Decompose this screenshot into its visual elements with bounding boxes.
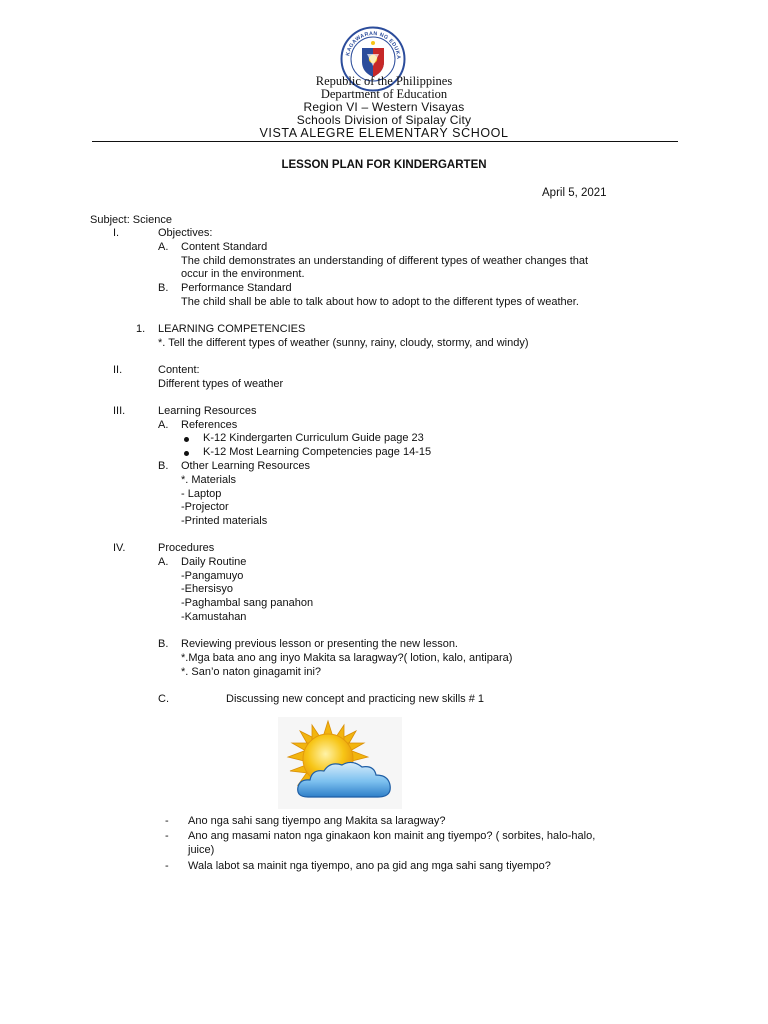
performance-standard-text: The child shall be able to talk about how to adopt to the different types of weather. <box>181 296 579 308</box>
section-heading-procedures: Procedures <box>158 542 215 554</box>
section-number: II. <box>113 364 123 376</box>
item-letter: B. <box>158 638 169 650</box>
content-standard-label: Content Standard <box>181 241 268 253</box>
item-letter: C. <box>158 693 169 705</box>
section-number: III. <box>113 405 126 417</box>
routine-item: -Kamustahan <box>181 611 247 623</box>
discussion-question: Ano ang masami naton nga ginakaon kon mainit ang tiyempo? ( sorbites, halo-halo, <box>188 830 596 842</box>
daily-routine-label: Daily Routine <box>181 556 247 568</box>
list-dash: - <box>165 815 169 827</box>
bullet-icon <box>184 437 189 442</box>
performance-standard-label: Performance Standard <box>181 282 292 294</box>
header-school-name: VISTA ALEGRE ELEMENTARY SCHOOL <box>259 126 509 140</box>
seal-text: KAGAWARAN NG EDUKA <box>345 30 402 60</box>
header-department: Department of Education <box>320 87 448 101</box>
header-division: Schools Division of Sipalay City <box>296 113 472 127</box>
learning-competencies-text: *. Tell the different types of weather (sunny, rainy, cloudy, stormy, and windy) <box>158 337 529 349</box>
references-label: References <box>181 419 238 431</box>
content-standard-text-cont: occur in the environment. <box>181 268 305 280</box>
item-letter: B. <box>158 460 169 472</box>
section-heading-objectives: Objectives: <box>158 227 213 239</box>
item-letter: A. <box>158 556 169 568</box>
item-letter: B. <box>158 282 169 294</box>
list-dash: - <box>165 860 169 872</box>
materials-item: *. Materials <box>181 474 237 486</box>
routine-item: -Ehersisyo <box>181 583 233 595</box>
header-divider <box>92 141 678 142</box>
section-number: IV. <box>113 542 126 554</box>
lesson-date: April 5, 2021 <box>542 187 607 199</box>
list-dash: - <box>165 830 169 842</box>
item-letter: A. <box>158 241 169 253</box>
discussion-question: Ano nga sahi sang tiyempo ang Makita sa laragway? <box>188 815 446 827</box>
discussing-concept-label: Discussing new concept and practicing new skills # 1 <box>226 693 485 705</box>
lesson-plan-title: LESSON PLAN FOR KINDERGARTEN <box>281 159 487 171</box>
other-resources-label: Other Learning Resources <box>181 460 311 472</box>
sun-behind-cloud-image <box>278 717 402 809</box>
section-number: I. <box>113 227 120 239</box>
discussion-question: Wala labot sa mainit nga tiyempo, ano pa gid ang mga sahi sang tiyempo? <box>188 860 551 872</box>
header-republic: Republic of the Philippines <box>315 74 453 88</box>
learning-competencies-label: LEARNING COMPETENCIES <box>158 323 306 335</box>
competency-number: 1. <box>136 323 146 335</box>
subject-line: Subject: Science <box>90 214 172 226</box>
materials-item: - Laptop <box>181 488 222 500</box>
review-question: *. San’o naton ginagamit ini? <box>181 666 322 678</box>
discussion-question-cont: juice) <box>188 844 215 856</box>
bullet-icon <box>184 451 189 456</box>
materials-item: -Projector <box>181 501 229 513</box>
header-region: Region VI – Western Visayas <box>303 100 465 114</box>
routine-item: -Paghambal sang panahon <box>181 597 314 609</box>
section-heading-learning-resources: Learning Resources <box>158 405 257 417</box>
content-standard-text: The child demonstrates an understanding of different types of weather changes that <box>181 255 589 267</box>
content-text: Different types of weather <box>158 378 284 390</box>
reviewing-lesson-label: Reviewing previous lesson or presenting the new lesson. <box>181 638 458 650</box>
section-heading-content: Content: <box>158 364 200 376</box>
review-question: *.Mga bata ano ang inyo Makita sa laragway?( lotion, kalo, antipara) <box>181 652 513 664</box>
routine-item: -Pangamuyo <box>181 570 244 582</box>
item-letter: A. <box>158 419 169 431</box>
reference-item: K-12 Kindergarten Curriculum Guide page 23 <box>203 432 424 444</box>
materials-item: -Printed materials <box>181 515 268 527</box>
reference-item: K-12 Most Learning Competencies page 14-15 <box>203 446 432 458</box>
